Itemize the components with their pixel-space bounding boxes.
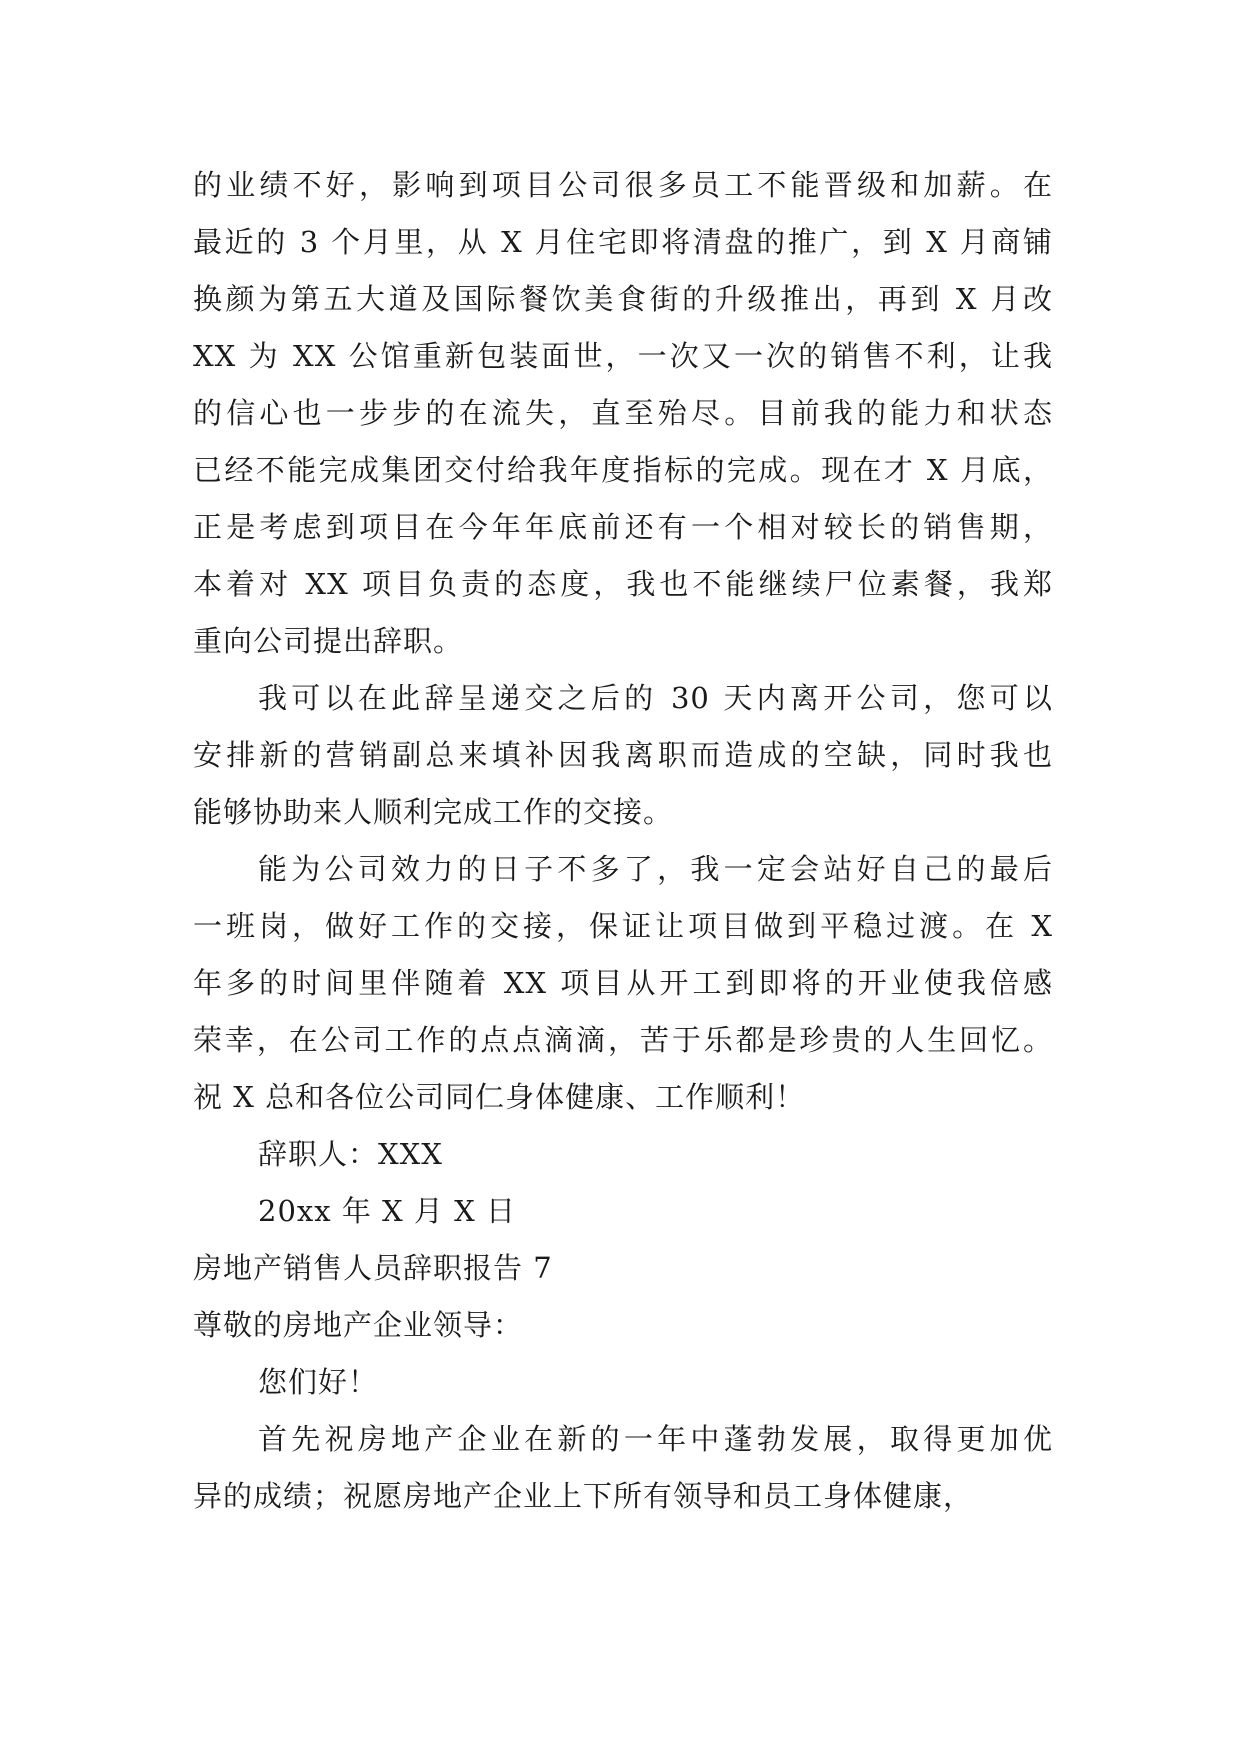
paragraph-line-15: 年多的时间里伴随着 XX 项目从开工到即将的开业使我倍感 <box>193 966 1053 1000</box>
salutation: 尊敬的房地产企业领导： <box>193 1308 524 1342</box>
paragraph-line-9: 重向公司提出辞职。 <box>193 624 464 658</box>
paragraph-line-14: 一班岗，做好工作的交接，保证让项目做到平稳过渡。在 X <box>193 909 1053 943</box>
paragraph-line-7: 正是考虑到项目在今年年底前还有一个相对较长的销售期， <box>193 510 1053 544</box>
paragraph-line-3: 换颜为第五大道及国际餐饮美食街的升级推出，再到 X 月改 <box>193 282 1053 316</box>
paragraph-line-4: XX 为 XX 公馆重新包装面世，一次又一次的销售不利，让我 <box>193 339 1053 373</box>
paragraph-line-10: 我可以在此辞呈递交之后的 30 天内离开公司，您可以 <box>258 681 1053 715</box>
paragraph-line-18: 首先祝房地产企业在新的一年中蓬勃发展，取得更加优 <box>258 1422 1053 1456</box>
paragraph-line-11: 安排新的营销副总来填补因我离职而造成的空缺，同时我也 <box>193 738 1053 772</box>
paragraph-line-12: 能够协助来人顺利完成工作的交接。 <box>193 795 674 829</box>
section-title: 房地产销售人员辞职报告 7 <box>193 1251 553 1285</box>
paragraph-line-19: 异的成绩；祝愿房地产企业上下所有领导和员工身体健康， <box>193 1479 974 1513</box>
paragraph-line-1: 的业绩不好，影响到项目公司很多员工不能晋级和加薪。在 <box>193 168 1053 202</box>
paragraph-line-16: 荣幸，在公司工作的点点滴滴，苦于乐都是珍贵的人生回忆。 <box>193 1023 1053 1057</box>
signature-name: 辞职人：XXX <box>258 1137 443 1171</box>
paragraph-line-6: 已经不能完成集团交付给我年度指标的完成。现在才 X 月底， <box>193 453 1053 487</box>
paragraph-line-2: 最近的 3 个月里，从 X 月住宅即将清盘的推广，到 X 月商铺 <box>193 225 1053 259</box>
paragraph-line-8: 本着对 XX 项目负责的态度，我也不能继续尸位素餐，我郑 <box>193 567 1053 601</box>
paragraph-line-13: 能为公司效力的日子不多了，我一定会站好自己的最后 <box>258 852 1053 886</box>
signature-date: 20xx 年 X 月 X 日 <box>258 1194 516 1228</box>
paragraph-line-17: 祝 X 总和各位公司同仁身体健康、工作顺利！ <box>193 1080 806 1114</box>
paragraph-line-5: 的信心也一步步的在流失，直至殆尽。目前我的能力和状态 <box>193 396 1053 430</box>
greeting: 您们好！ <box>258 1365 379 1399</box>
